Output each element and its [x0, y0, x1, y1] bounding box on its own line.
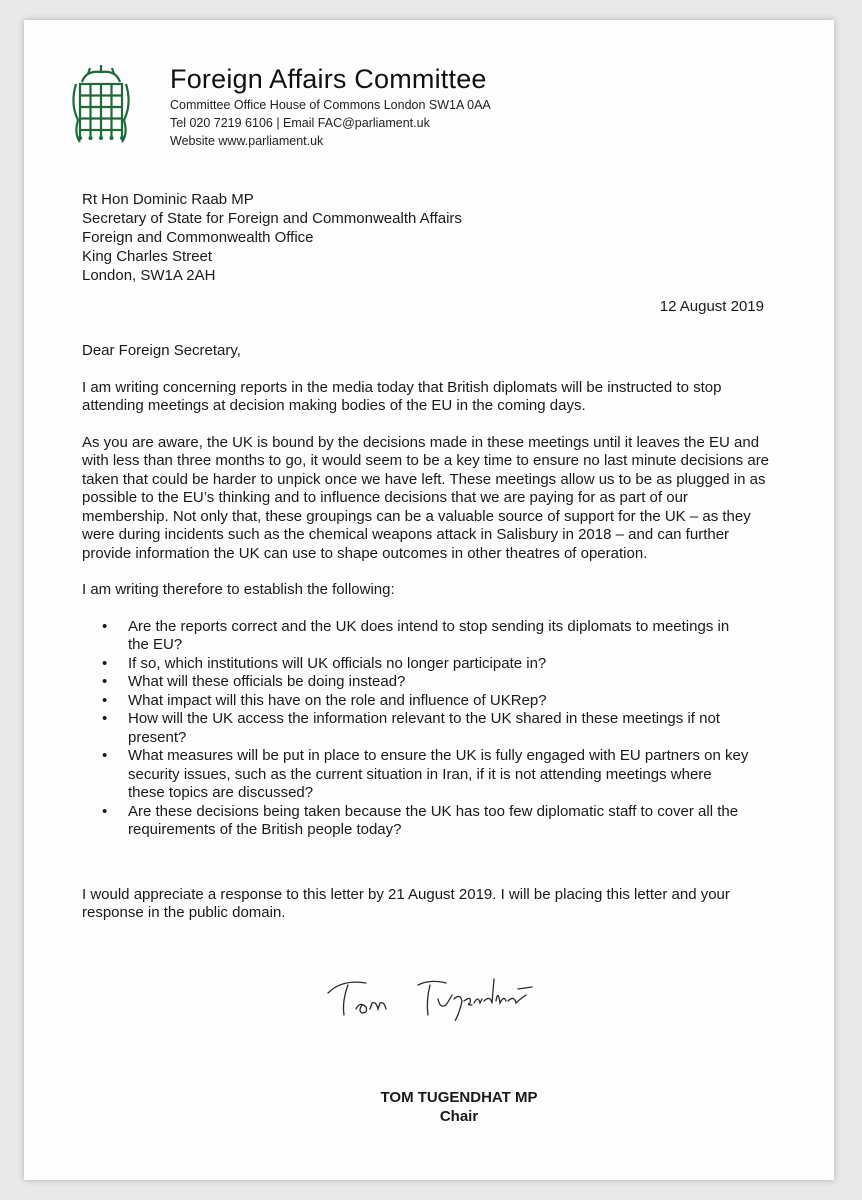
- paragraph: I am writing therefore to establish the following:: [82, 581, 395, 598]
- recipient-line: Rt Hon Dominic Raab MP: [82, 191, 254, 208]
- signatory-block: [24, 1088, 834, 1126]
- question-item: • Are the reports correct and the UK does intend to stop sending its diplomats to meetings in the EU?: [128, 618, 772, 655]
- letter-date: 12 August 2019: [659, 298, 764, 315]
- question-item: • What measures will be put in place to ensure the UK is fully engaged with EU partners on key security issues, such as the current situation in Iran, if it is not attending meetings where these topics are discussed?: [128, 747, 772, 803]
- questions-list: [82, 618, 772, 840]
- closing-paragraph: I would appreciate a response to this letter by 21 August 2019. I will be placing this letter and your response in the public domain.: [82, 885, 730, 921]
- paragraph: As you are aware, the UK is bound by the decisions made in these meetings until it leaves the EU and with less than three months to go, it would seem to be a key time to ensure no last minute decisions are taken that could be harder to unpick once we have left. These meetings allow us to be as plugged in as possible to the EU’s thinking and to influence decisions that we are paying for as part of our membership. Not only that, these groupings can be a valuable source of support for the UK – as they were during incidents such as the chemical weapons attack in Salisbury in 2018 – and can further provide information the UK can use to shape outcomes in other theatres of operation.: [82, 433, 770, 562]
- letter-page: [24, 20, 834, 1180]
- question-item: • How will the UK access the information relevant to the UK shared in these meetings if not present?: [128, 710, 772, 747]
- recipient-line: London, SW1A 2AH: [82, 267, 216, 284]
- committee-name: Foreign Affairs Committee: [170, 64, 487, 94]
- salutation: Dear Foreign Secretary,: [82, 342, 241, 359]
- question-item: • Are these decisions being taken because the UK has too few diplomatic staff to cover all the requirements of the British people today?: [128, 803, 772, 840]
- recipient-line: Secretary of State for Foreign and Commonwealth Affairs: [82, 210, 462, 227]
- portcullis-icon: [68, 64, 134, 144]
- handwritten-signature: [322, 965, 552, 1025]
- recipient-line: Foreign and Commonwealth Office: [82, 229, 314, 246]
- committee-address: Committee Office House of Commons London SW1A 0AA: [170, 98, 491, 112]
- signatory-name: TOM TUGENDHAT MP: [380, 1089, 538, 1106]
- recipient-address: [82, 190, 462, 285]
- committee-website: Website www.parliament.uk: [170, 134, 324, 148]
- question-item: • What will these officials be doing instead?: [128, 673, 772, 692]
- letter-body: [82, 342, 772, 941]
- letterhead: [170, 62, 730, 150]
- signatory-role: Chair: [439, 1108, 479, 1125]
- question-item: • What impact will this have on the role and influence of UKRep?: [128, 692, 772, 711]
- committee-contact: Tel 020 7219 6106 | Email FAC@parliament.uk: [170, 116, 430, 130]
- question-item: • If so, which institutions will UK officials no longer participate in?: [128, 655, 772, 674]
- recipient-line: King Charles Street: [82, 248, 213, 265]
- paragraph: I am writing concerning reports in the media today that British diplomats will be instructed to stop attending meetings at decision making bodies of the EU in the coming days.: [82, 378, 722, 414]
